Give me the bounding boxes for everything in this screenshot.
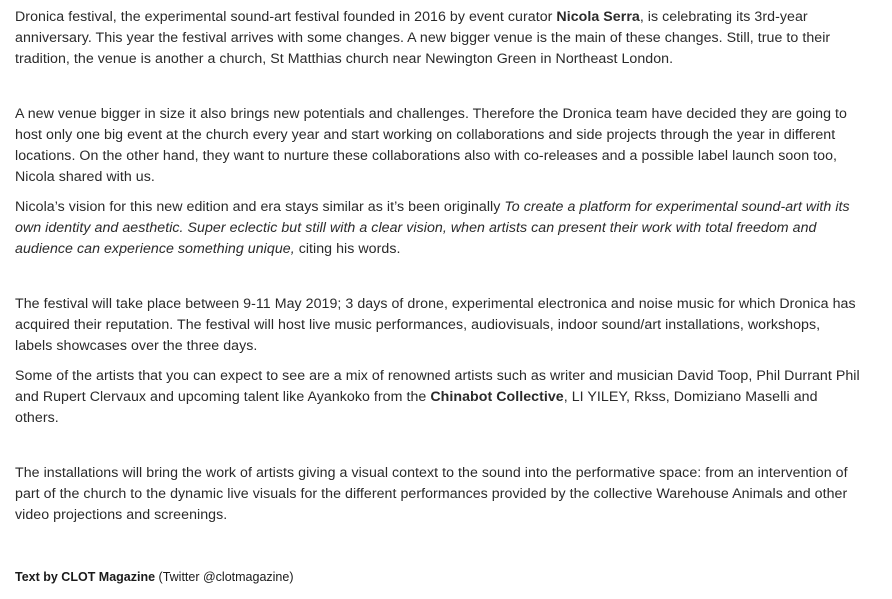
credit-twitter-handle[interactable]: (Twitter @clotmagazine) bbox=[155, 570, 294, 584]
intro-text-start: Dronica festival, the experimental sound-art festival founded in 2016 by event curator bbox=[15, 9, 557, 25]
paragraph-dates: The festival will take place between 9-11 May 2019; 3 days of drone, experimental electronica and noise music for which Dronica has acquired their reputation. The festival will host live music performances, audiovisuals, indoor sound/art installations, workshops, labels showcases over the three days. bbox=[15, 296, 856, 354]
article-credit bbox=[15, 568, 294, 586]
vision-text-end: citing his words. bbox=[294, 241, 401, 257]
artists-text-end: , LI YILEY, Rkss, Domiziano Maselli and others. bbox=[15, 389, 818, 426]
paragraph-installations: The installations will bring the work of artists giving a visual context to the sound into the performative space: from an intervention of part of the church to the dynamic live visuals for the different performances provided by the collective Warehouse Animals and other video projections and screenings. bbox=[15, 465, 848, 523]
vision-quote: To create a platform for experimental sound-art with its own identity and aesthetic. Super eclectic but still with a clear vision, when artists can present their work with total freedom and audience can experience something unique, bbox=[15, 199, 850, 257]
chinabot-collective-link[interactable]: Chinabot Collective bbox=[430, 389, 564, 405]
paragraph-artists bbox=[15, 366, 860, 429]
vision-text-start: Nicola’s vision for this new edition and era stays similar as it’s been originally bbox=[15, 199, 505, 215]
nicola-serra-link[interactable]: Nicola Serra bbox=[556, 9, 640, 25]
paragraph-vision bbox=[15, 197, 860, 260]
paragraph-intro bbox=[15, 7, 860, 70]
intro-text-end: , is celebrating its 3rd-year anniversary. This year the festival arrives with some changes. A new bigger venue is the main of these changes. Still, true to their tradition, the venue is another a church, St Matthias church near Newington Green in Northeast London. bbox=[15, 9, 831, 67]
paragraph-venue: A new venue bigger in size it also brings new potentials and challenges. Therefore the Dronica team have decided they are going to host only one big event at the church every year and start working on collaborations and side projects through the year in different locations. On the other hand, they want to nurture these collaborations also with co-releases and a possible label launch soon too, Nicola shared with us. bbox=[15, 106, 847, 185]
article-body bbox=[15, 7, 860, 526]
artists-text-start: Some of the artists that you can expect to see are a mix of renowned artists such as writer and musician David Toop, Phil Durrant Phil and Rupert Clervaux and upcoming talent like Ayankoko from the bbox=[15, 368, 860, 405]
credit-label: Text by CLOT Magazine bbox=[15, 570, 156, 584]
